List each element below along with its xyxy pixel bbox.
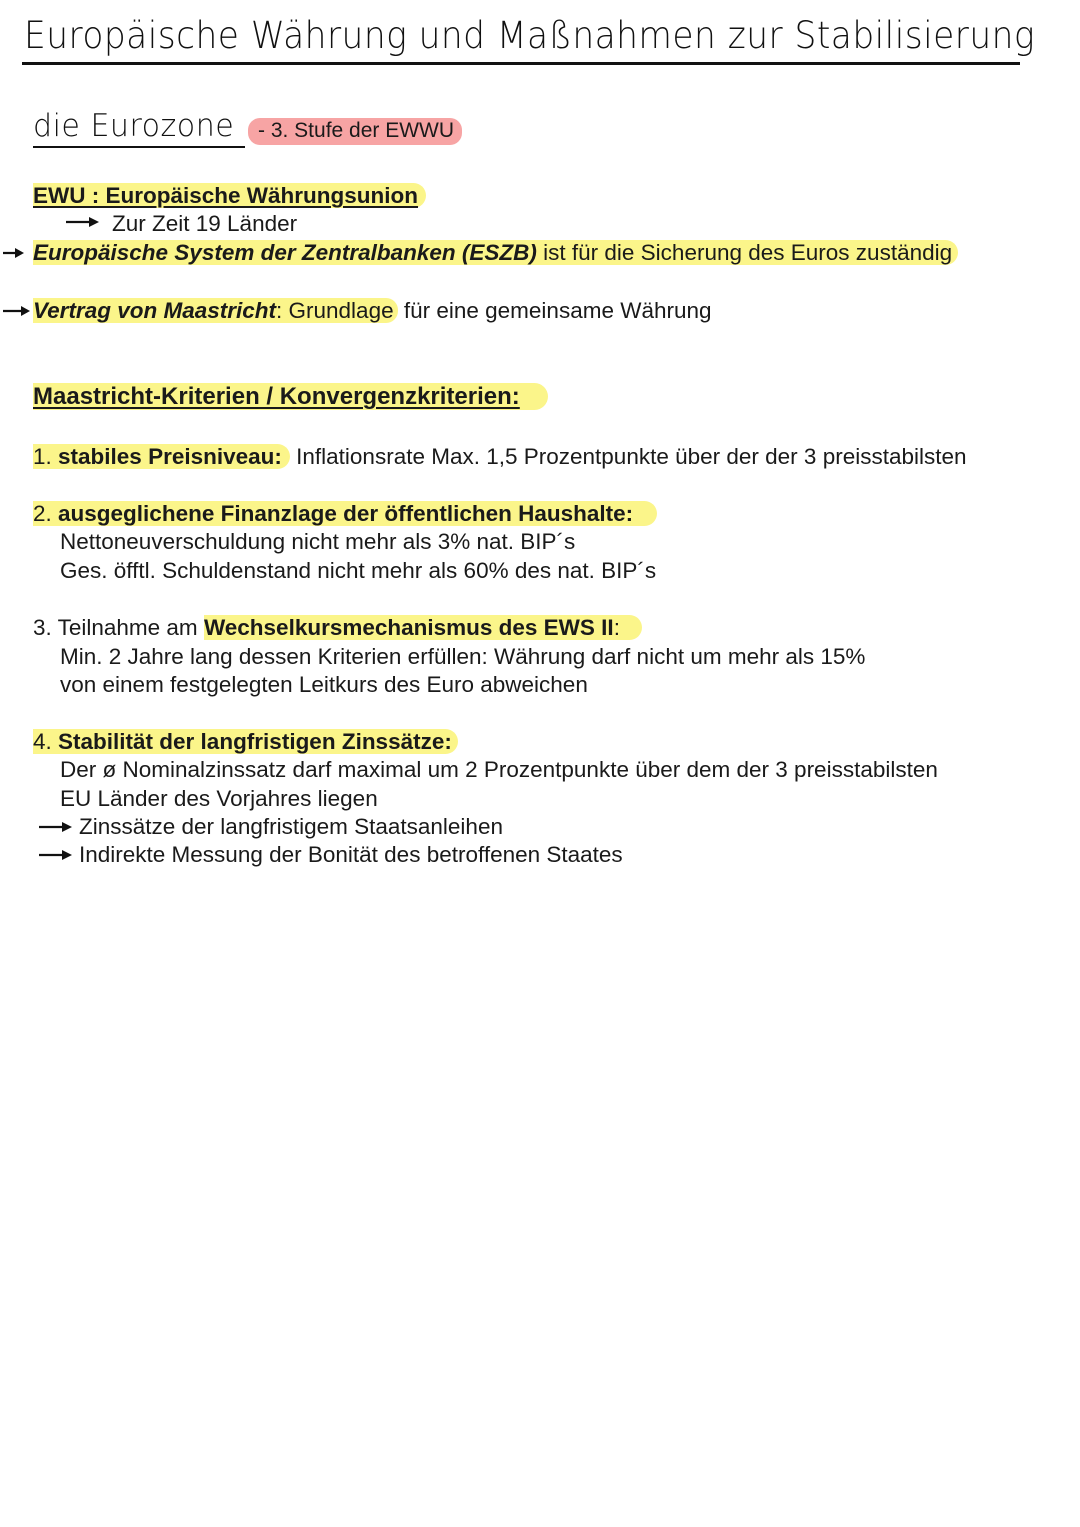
criterion-title: Stabilität der langfristigen Zinssätze: (58, 729, 452, 754)
criterion-number: 4. (33, 729, 52, 754)
maastricht-hl: Grundlage (282, 298, 394, 323)
eszb-rest: ist für die Sicherung des Euros zuständig (536, 240, 953, 265)
criterion-line: von einem festgelegten Leitkurs des Euro abweichen (60, 672, 588, 697)
ewu-heading (33, 182, 426, 210)
criterion-line: Der ø Nominalzinssatz darf maximal um 2 Prozentpunkte über dem der 3 preisstabilsten (60, 757, 938, 782)
title-underline (22, 62, 1020, 65)
maastricht-bold: Vertrag von Maastricht (33, 298, 276, 323)
ewu-countries: Zur Zeit 19 Länder (112, 211, 298, 236)
criterion-line: Ges. öfftl. Schuldenstand nicht mehr als 60% des nat. BIP´s (60, 558, 657, 583)
criteria-heading (33, 383, 548, 411)
arrow-right-icon (2, 303, 32, 319)
criterion-line: EU Länder des Vorjahres liegen (60, 786, 378, 811)
criterion-arrow-line: Indirekte Messung der Bonität des betroffenen Staates (79, 842, 623, 867)
criterion-prefix: Teilnahme am (51, 615, 204, 640)
criterion-arrow-line: Zinssätze der langfristigem Staatsanleihen (79, 814, 503, 839)
criterion-number: 2. (33, 501, 52, 526)
eszb-line (33, 239, 958, 267)
criterion-title: stabiles Preisniveau: (58, 444, 282, 469)
criterion-colon: : (613, 615, 620, 640)
criterion-line: Min. 2 Jahre lang dessen Kriterien erfüllen: Währung darf nicht um mehr als 15% (60, 644, 866, 669)
criterion-title: Wechselkursmechanismus des EWS II (203, 615, 614, 640)
stage-badge: - 3. Stufe der EWWU (248, 118, 462, 145)
criterion-4 (33, 728, 458, 756)
criterion-text: Inflationsrate Max. 1,5 Prozentpunkte über der der 3 preisstabilsten (289, 444, 967, 469)
criterion-3 (33, 614, 642, 642)
criterion-line: Nettoneuverschuldung nicht mehr als 3% nat. BIP´s (60, 529, 576, 554)
criteria-heading-text: Maastricht-Kriterien / Konvergenzkriterien: (33, 383, 548, 410)
arrow-right-icon (38, 847, 74, 863)
page-title: Europäische Währung und Maßnahmen zur Stabilisierung (24, 14, 1036, 57)
section-title-underline (33, 146, 245, 148)
section-title: die Eurozone (33, 108, 235, 144)
arrow-right-icon (2, 245, 26, 261)
criterion-1 (33, 443, 967, 471)
eszb-bold: Europäische System der Zentralbanken (ESZB) (33, 240, 537, 265)
maastricht-rest: für eine gemeinsame Währung (397, 298, 712, 323)
criterion-number: 3. (33, 615, 52, 640)
criterion-title: ausgeglichene Finanzlage der öffentlichen Haushalte: (58, 501, 634, 526)
criterion-2 (33, 500, 657, 528)
maastricht-treaty-line (33, 297, 712, 325)
arrow-right-icon (65, 214, 101, 230)
arrow-right-icon (38, 819, 74, 835)
ewu-heading-text: EWU : Europäische Währungsunion (33, 183, 426, 208)
maastricht-colon: : (276, 298, 283, 323)
criterion-number: 1. (33, 444, 52, 469)
